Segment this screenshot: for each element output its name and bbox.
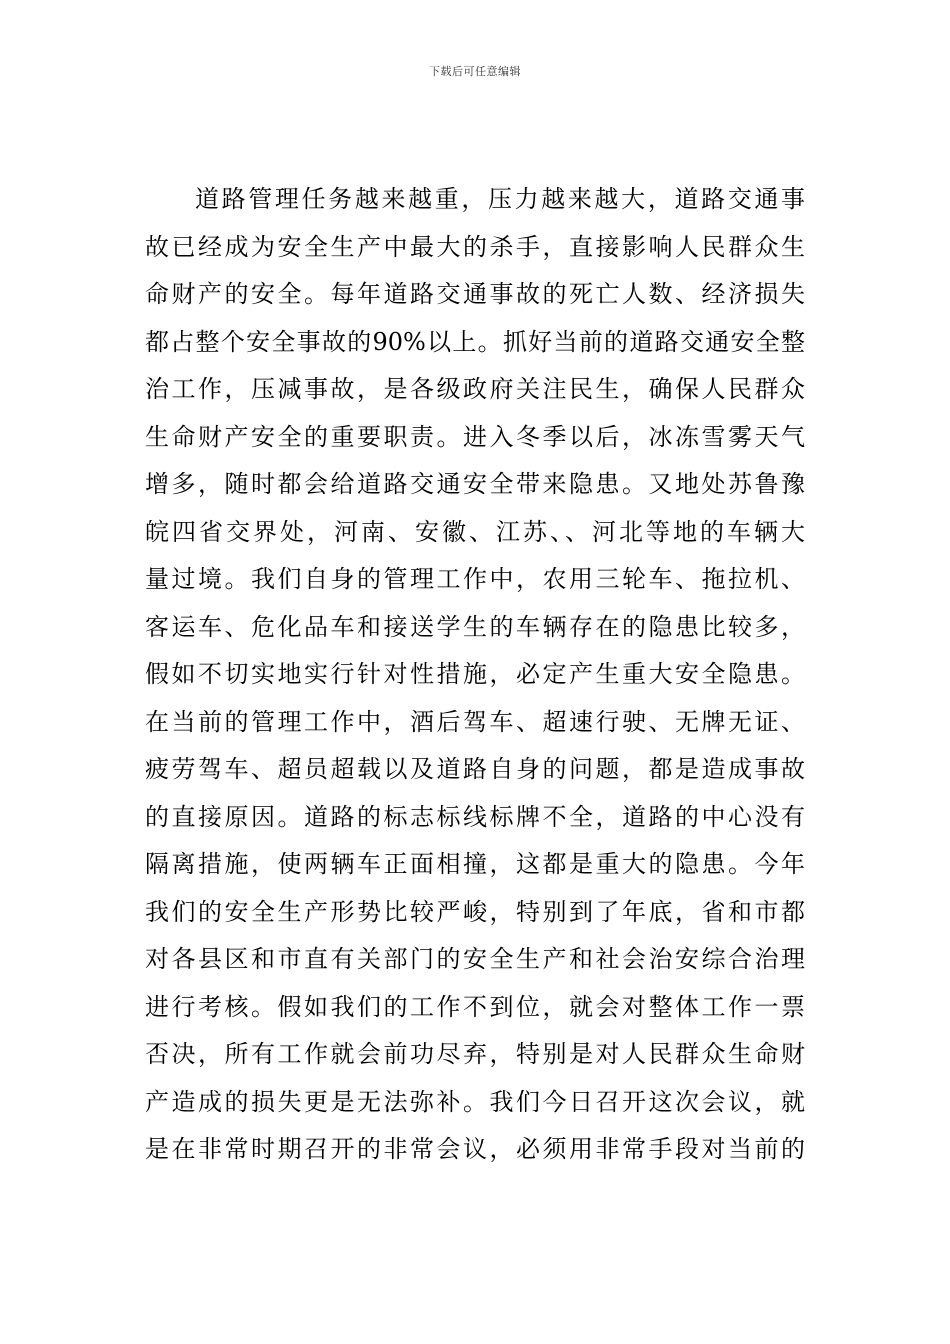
text-line: 是在非常时期召开的非常会议，必须用非常手段对当前的: [145, 1135, 805, 1163]
text-line: 增多，随时都会给道路交通安全带来隐患。又地处苏鲁豫: [145, 470, 805, 498]
text-line: 治工作，压减事故，是各级政府关注民生，确保人民群众: [145, 375, 805, 403]
text-line: 我们的安全生产形势比较严峻，特别到了年底，省和市都: [145, 897, 805, 926]
text-line: 疲劳驾车、超员超载以及道路自身的问题，都是造成事故: [145, 755, 805, 783]
text-line: 的直接原因。道路的标志标线标牌不全，道路的中心没有: [145, 802, 805, 831]
page-header: 下载后可任意编辑: [429, 65, 521, 78]
text-line: 产造成的损失更是无法弥补。我们今日召开这次会议，就: [145, 1087, 805, 1116]
text-line: 进行考核。假如我们的工作不到位，就会对整体工作一票: [145, 992, 805, 1021]
body-paragraph: [145, 176, 805, 1174]
text-line: 否决，所有工作就会前功尽弃，特别是对人民群众生命财: [145, 1040, 805, 1068]
text-line: 都占整个安全事故的90%以上。抓好当前的道路交通安全整: [145, 327, 805, 356]
text-line: 故已经成为安全生产中最大的杀手，直接影响人民群众生: [145, 232, 805, 261]
text-line: 量过境。我们自身的管理工作中，农用三轮车、拖拉机、: [145, 565, 805, 593]
text-line: 生命财产安全的重要职责。进入冬季以后，冰冻雪雾天气: [145, 422, 805, 451]
text-line: 在当前的管理工作中，酒后驾车、超速行驶、无牌无证、: [145, 707, 805, 736]
text-line: 客运车、危化品车和接送学生的车辆存在的隐患比较多，: [145, 612, 805, 641]
text-line: 道路管理任务越来越重，压力越来越大，道路交通事: [195, 185, 805, 213]
text-line: 假如不切实地实行针对性措施，必定产生重大安全隐患。: [145, 660, 805, 688]
text-line: 对各县区和市直有关部门的安全生产和社会治安综合治理: [145, 945, 805, 973]
text-line: 命财产的安全。每年道路交通事故的死亡人数、经济损失: [145, 280, 805, 308]
text-line: 隔离措施，使两辆车正面相撞，这都是重大的隐患。今年: [145, 850, 805, 878]
text-line: 皖四省交界处，河南、安徽、江苏、、河北等地的车辆大: [145, 517, 805, 546]
